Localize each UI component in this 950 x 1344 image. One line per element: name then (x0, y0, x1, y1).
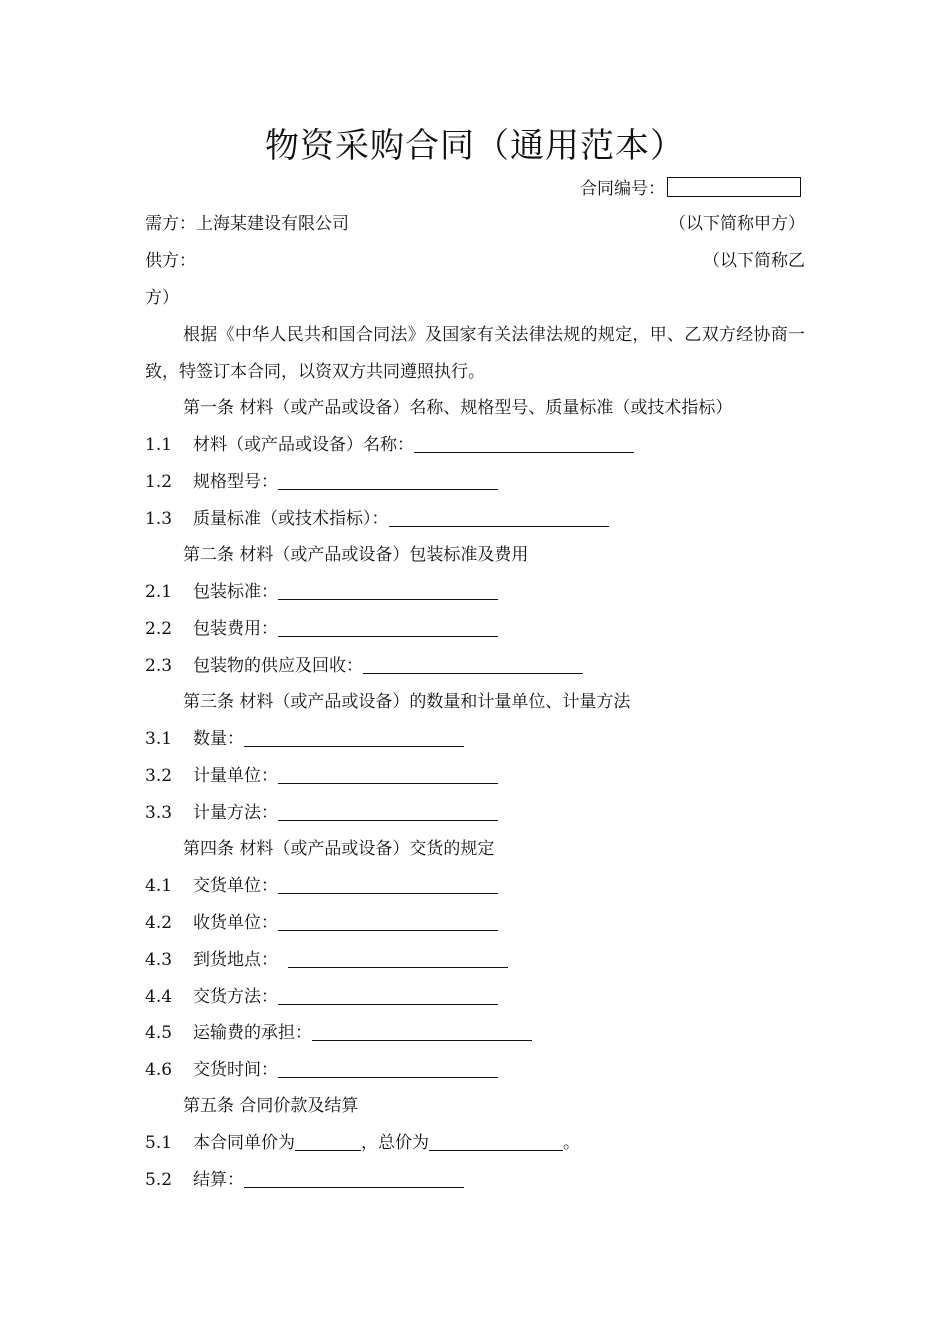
fill-in-line[interactable] (288, 949, 508, 968)
item-3-2 (145, 764, 805, 788)
item-label: 交货时间： (193, 1060, 278, 1080)
fill-in-line[interactable] (278, 802, 498, 821)
item-number: 4.2 (145, 913, 173, 933)
item-label: 计量方法： (193, 803, 278, 823)
supplier-note: （以下简称乙 (703, 251, 805, 271)
contract-number-label: 合同编号： (580, 179, 665, 199)
item-number: 4.6 (145, 1060, 173, 1080)
item-number: 4.3 (145, 950, 173, 970)
fill-in-line[interactable] (312, 1022, 532, 1041)
item-4-1 (145, 874, 805, 898)
fill-in-line[interactable] (278, 765, 498, 784)
item-4-6 (145, 1058, 805, 1082)
item-label: 包装费用： (193, 619, 278, 639)
item-number: 4.5 (145, 1023, 173, 1043)
item-4-4 (145, 985, 805, 1009)
buyer-line (145, 212, 805, 236)
article-4-heading: 第四条 材料（或产品或设备）交货的规定 (183, 839, 495, 859)
fill-in-line[interactable] (278, 875, 498, 894)
fill-in-line[interactable] (278, 986, 498, 1005)
item-4-3 (145, 948, 805, 972)
document-title: 物资采购合同（通用范本） (265, 126, 685, 166)
fill-in-line[interactable] (278, 912, 498, 931)
intro-paragraph: 根据《中华人民共和国合同法》及国家有关法律法规的规定，甲、乙双方经协商一致，特签订本合同，以资双方共同遵照执行。 (145, 325, 805, 382)
item-number: 4.4 (145, 987, 173, 1007)
item-number: 1.2 (145, 472, 173, 492)
item-number: 1.3 (145, 509, 173, 529)
item-number: 3.1 (145, 729, 173, 749)
fill-in-line[interactable] (244, 728, 464, 747)
contract-number-field (580, 174, 801, 199)
item-label: 到货地点： (193, 950, 278, 970)
item-2-1 (145, 580, 805, 604)
item-number: 2.2 (145, 619, 173, 639)
item-2-3 (145, 654, 805, 678)
item-label: 包装物的供应及回收： (193, 656, 363, 676)
item-label: ，总价为 (361, 1133, 429, 1153)
supplier-note-wrap: 方） (145, 288, 179, 308)
fill-in-line[interactable] (389, 508, 609, 527)
item-4-5 (145, 1021, 805, 1045)
article-3-heading: 第三条 材料（或产品或设备）的数量和计量单位、计量方法 (183, 692, 631, 712)
total-price-blank[interactable] (429, 1132, 563, 1151)
item-label: 质量标准（或技术指标）： (193, 509, 389, 529)
article-2-heading: 第二条 材料（或产品或设备）包装标准及费用 (183, 545, 529, 565)
fill-in-line[interactable] (278, 471, 498, 490)
item-label: 计量单位： (193, 766, 278, 786)
article-5-heading: 第五条 合同价款及结算 (183, 1096, 359, 1116)
article-1-heading: 第一条 材料（或产品或设备）名称、规格型号、质量标准（或技术指标） (183, 398, 733, 418)
unit-price-blank[interactable] (295, 1132, 361, 1151)
item-1-1 (145, 433, 805, 457)
item-4-2 (145, 911, 805, 935)
fill-in-line[interactable] (363, 655, 583, 674)
item-label: 材料（或产品或设备）名称： (193, 435, 414, 455)
item-1-3 (145, 507, 805, 531)
item-label: 运输费的承担： (193, 1023, 312, 1043)
item-3-1 (145, 727, 805, 751)
fill-in-line[interactable] (278, 581, 498, 600)
item-label: 本合同单价为 (193, 1133, 295, 1153)
buyer-note: （以下简称甲方） (669, 214, 805, 234)
fill-in-line[interactable] (278, 1059, 498, 1078)
item-5-2 (145, 1168, 805, 1192)
item-label: 数量： (193, 729, 244, 749)
item-label: 结算： (193, 1170, 244, 1190)
item-number: 1.1 (145, 435, 173, 455)
item-label: 规格型号： (193, 472, 278, 492)
item-number: 2.1 (145, 582, 173, 602)
item-number: 2.3 (145, 656, 173, 676)
item-label: 包装标准： (193, 582, 278, 602)
item-number: 5.2 (145, 1170, 173, 1190)
item-number: 3.3 (145, 803, 173, 823)
item-3-3 (145, 801, 805, 825)
supplier-label: 供方： (145, 251, 196, 271)
item-number: 4.1 (145, 876, 173, 896)
item-number: 3.2 (145, 766, 173, 786)
item-label: 收货单位： (193, 913, 278, 933)
supplier-line (145, 249, 805, 273)
fill-in-line[interactable] (278, 618, 498, 637)
item-number: 5.1 (145, 1133, 173, 1153)
buyer-label: 需方：上海某建设有限公司 (145, 214, 349, 234)
contract-number-input[interactable] (667, 177, 801, 197)
fill-in-line[interactable] (244, 1169, 464, 1188)
fill-in-line[interactable] (414, 434, 634, 453)
item-2-2 (145, 617, 805, 641)
item-label: 交货方法： (193, 987, 278, 1007)
item-5-1 (145, 1131, 805, 1155)
item-label: 。 (563, 1133, 580, 1153)
item-label: 交货单位： (193, 876, 278, 896)
item-1-2 (145, 470, 805, 494)
